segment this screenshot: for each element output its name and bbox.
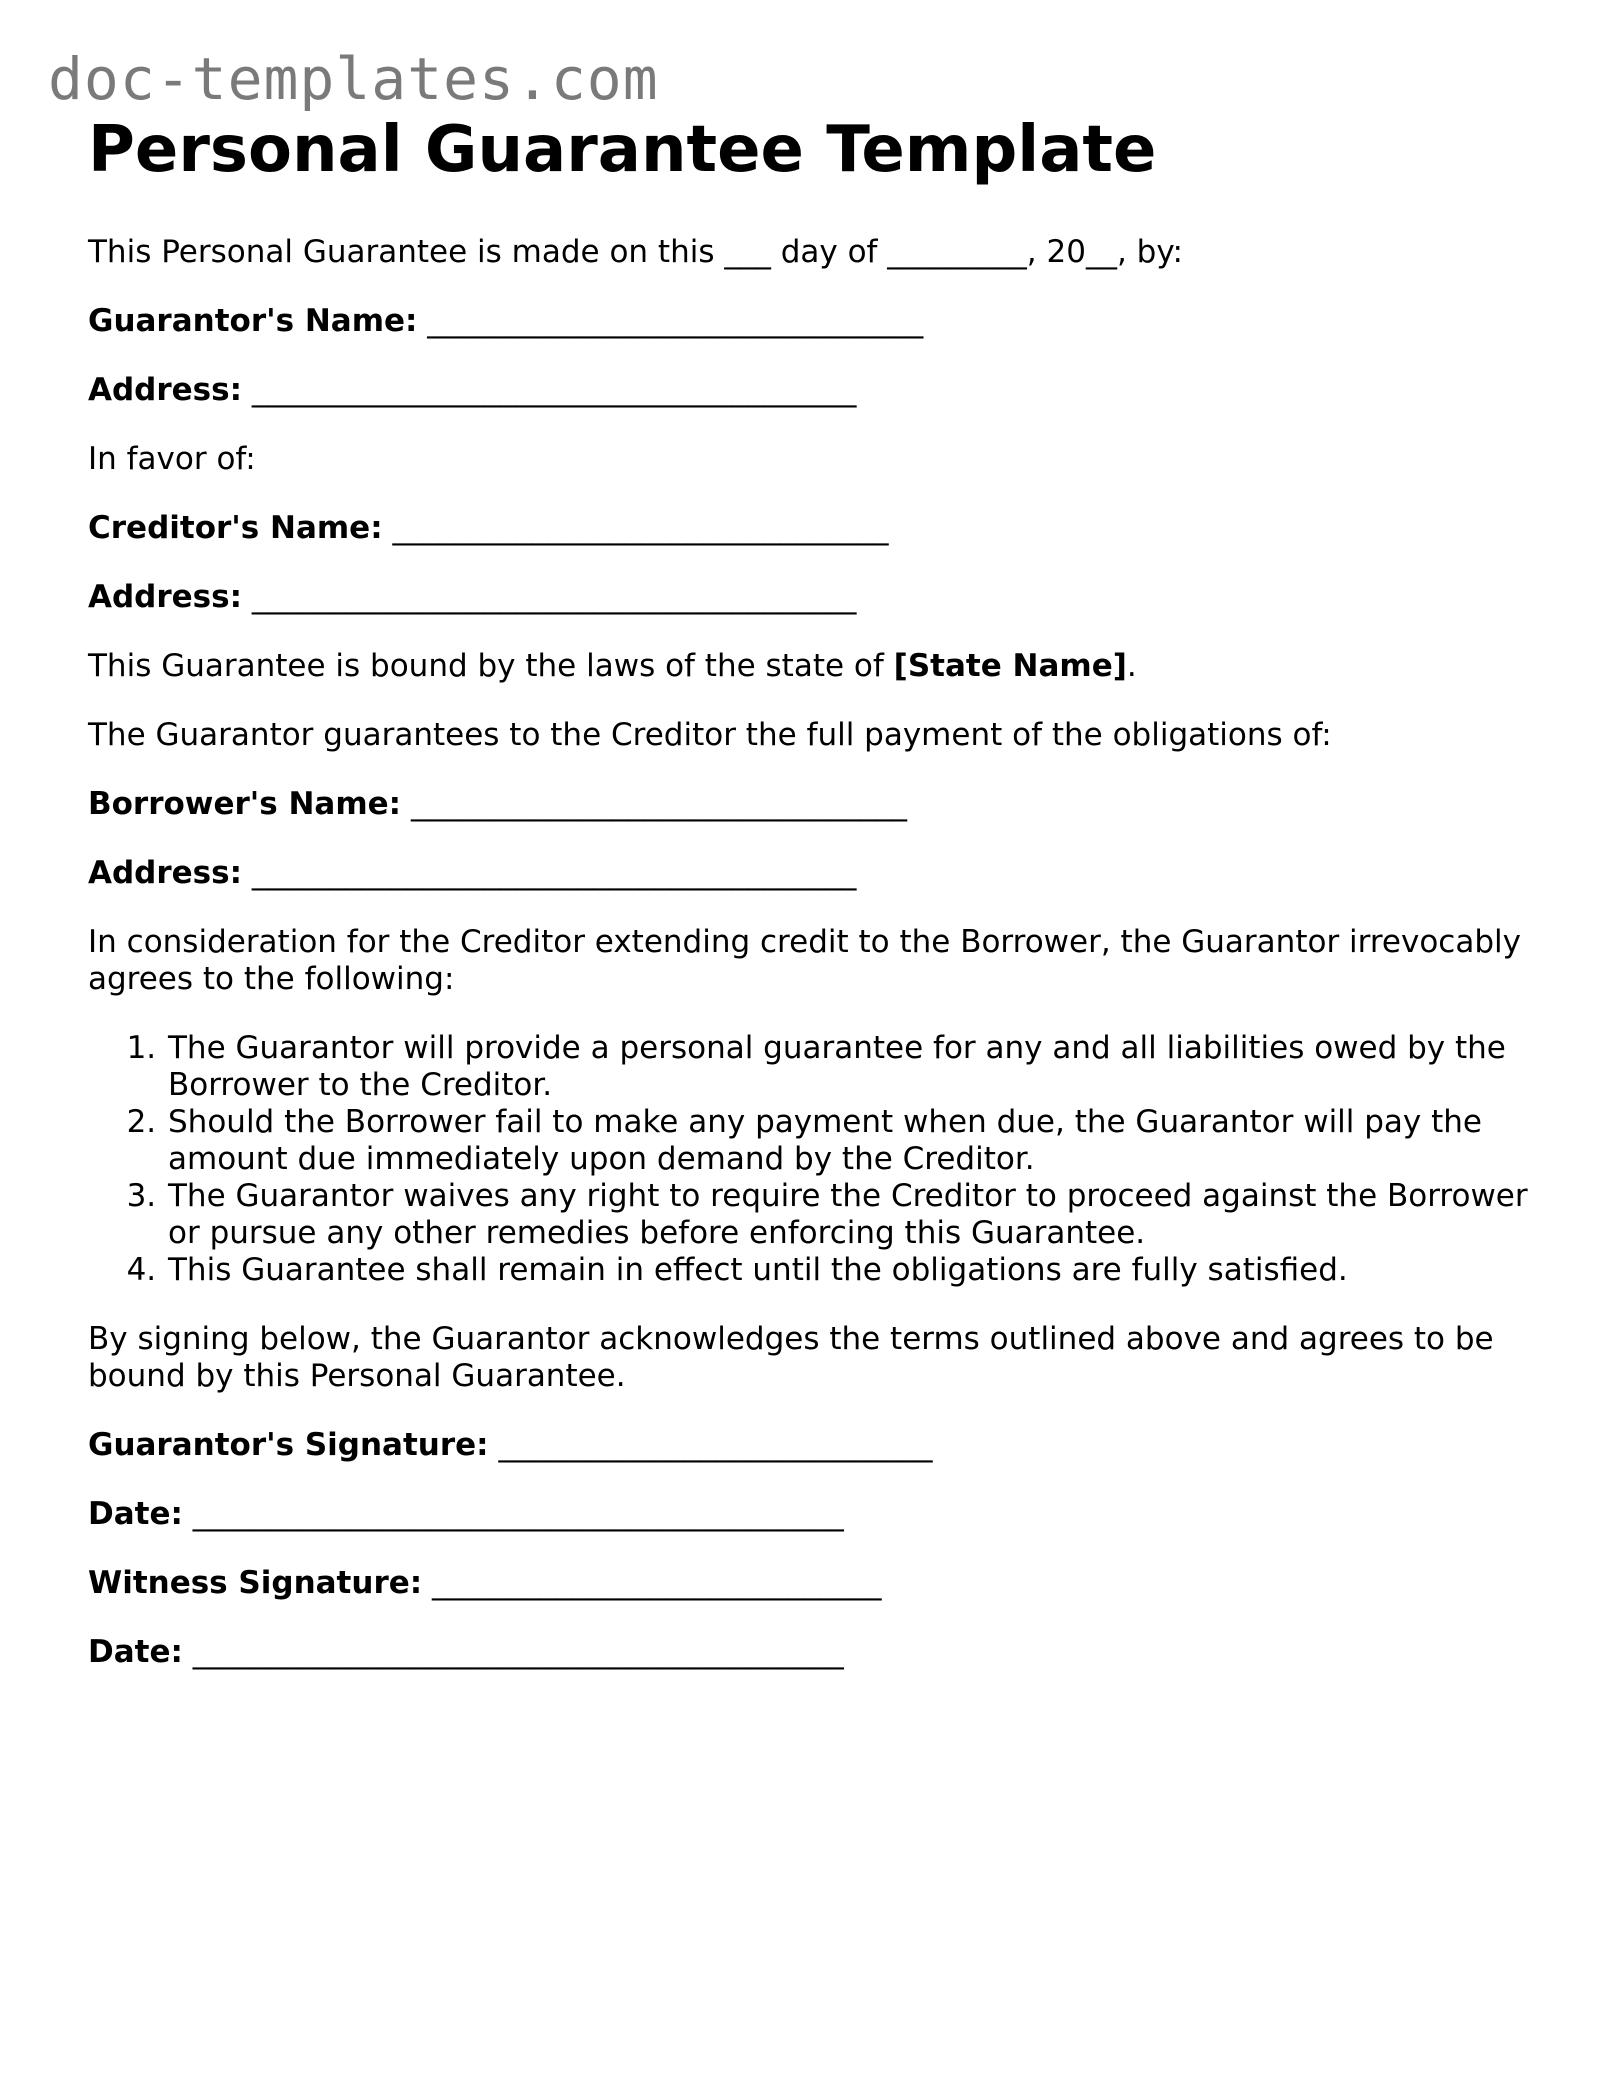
governing-law-prefix: This Guarantee is bound by the laws of the state of — [88, 648, 884, 684]
creditor-address-blank[interactable]: _______________________________________ — [251, 579, 857, 615]
guarantor-address-blank[interactable]: _______________________________________ — [251, 372, 857, 408]
borrower-address-line — [88, 855, 1528, 892]
witness-signature-label: Witness Signature: — [88, 1565, 423, 1601]
witness-date-line — [88, 1634, 1528, 1671]
consideration-paragraph: In consideration for the Creditor extending credit to the Borrower, the Guarantor irrevocably agrees to the following: — [88, 924, 1521, 997]
guarantor-address-label: Address: — [88, 372, 242, 408]
term-item: 4. This Guarantee shall remain in effect until the obligations are fully satisfied. — [166, 1252, 1528, 1289]
term-item: 2. Should the Borrower fail to make any payment when due, the Guarantor will pay the amount due immediately upon demand by the Creditor. — [166, 1104, 1528, 1178]
witness-signature-blank[interactable]: _____________________________ — [432, 1565, 882, 1601]
guarantor-signature-label: Guarantor's Signature: — [88, 1427, 489, 1463]
borrower-name-line — [88, 786, 1528, 823]
witness-signature-line — [88, 1565, 1528, 1602]
creditor-name-line — [88, 510, 1528, 547]
witness-date-label: Date: — [88, 1634, 183, 1670]
term-item: 3. The Guarantor waives any right to require the Creditor to proceed against the Borrower or pursue any other remedies before enforcing this Guarantee. — [166, 1178, 1528, 1252]
guarantor-date-blank[interactable]: __________________________________________ — [192, 1496, 844, 1532]
guarantor-address-line — [88, 372, 1528, 409]
acknowledgment-paragraph: By signing below, the Guarantor acknowledges the terms outlined above and agrees to be bound by this Personal Guarantee. — [88, 1321, 1494, 1394]
site-watermark: doc-templates.com — [48, 45, 659, 113]
terms-list — [88, 1030, 1528, 1289]
borrower-name-label: Borrower's Name: — [88, 786, 402, 822]
guarantor-date-label: Date: — [88, 1496, 183, 1532]
guarantor-name-blank[interactable]: ________________________________ — [427, 303, 924, 339]
guarantor-signature-line — [88, 1427, 1528, 1464]
guarantor-name-label: Guarantor's Name: — [88, 303, 418, 339]
creditor-name-blank[interactable]: ________________________________ — [392, 510, 889, 546]
obligations-intro: The Guarantor guarantees to the Creditor the full payment of the obligations of: — [88, 717, 1332, 753]
creditor-name-label: Creditor's Name: — [88, 510, 383, 546]
in-favor-line: In favor of: — [88, 441, 256, 477]
state-name-placeholder: [State Name] — [893, 648, 1127, 684]
intro-line: This Personal Guarantee is made on this ___ day of _________, 20__, by: — [88, 234, 1183, 270]
creditor-address-line — [88, 579, 1528, 616]
creditor-address-label: Address: — [88, 579, 242, 615]
guarantor-name-line — [88, 303, 1528, 340]
governing-law-line — [88, 648, 1528, 685]
witness-date-blank[interactable]: __________________________________________ — [192, 1634, 844, 1670]
document-title: Personal Guarantee Template — [88, 113, 1157, 187]
governing-law-suffix: . — [1126, 648, 1137, 684]
document-page — [88, 112, 1528, 1671]
borrower-address-blank[interactable]: _______________________________________ — [251, 855, 857, 891]
guarantor-signature-blank[interactable]: ____________________________ — [498, 1427, 933, 1463]
borrower-address-label: Address: — [88, 855, 242, 891]
borrower-name-blank[interactable]: ________________________________ — [410, 786, 907, 822]
term-item: 1. The Guarantor will provide a personal guarantee for any and all liabilities owed by the Borrower to the Creditor. — [166, 1030, 1528, 1104]
guarantor-date-line — [88, 1496, 1528, 1533]
